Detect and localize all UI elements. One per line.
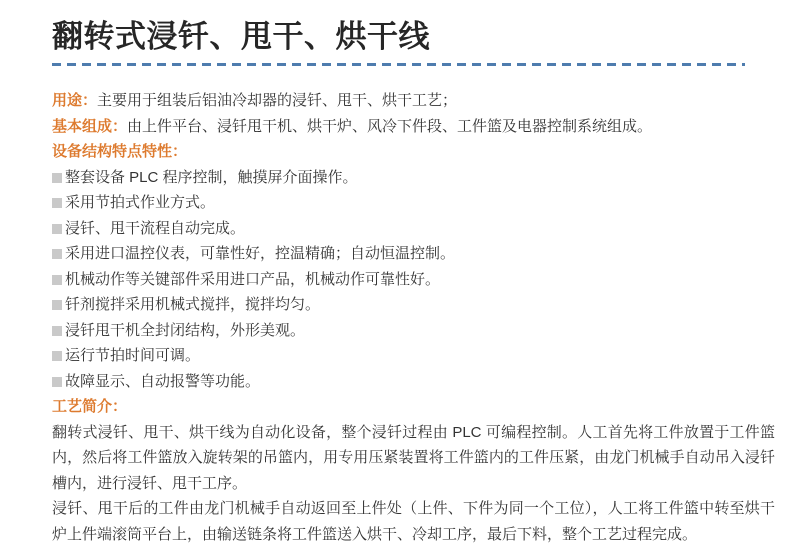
feature-text: 故障显示、自动报警等功能。 <box>65 372 261 390</box>
composition-text: 由上件平台、浸钎甩干机、烘干炉、风冷下件段、工件篮及电器控制系统组成。 <box>127 117 653 135</box>
feature-item <box>52 165 775 191</box>
usage-label: 用途： <box>52 92 98 109</box>
content <box>52 88 775 547</box>
feature-text: 运行节拍时间可调。 <box>65 347 201 364</box>
feature-item <box>52 343 775 369</box>
usage-row <box>52 88 775 114</box>
feature-text: 浸钎、甩干流程自动完成。 <box>65 219 246 237</box>
usage-text: 主要用于组装后铝油冷却器的浸钎、甩干、烘干工艺； <box>97 92 458 109</box>
feature-text: 钎剂搅拌采用机械式搅拌，搅拌均匀。 <box>65 296 321 313</box>
process-paragraph: 翻转式浸钎、甩干、烘干线为自动化设备，整个浸钎过程由 PLC 可编程控制。人工首先将工件放置于工件篮内，然后将工件篮放入旋转架的吊篮内，用专用压紧装置将工件篮内的工件压紧，由龙门机械手自动吊入浸钎槽内，进行浸钎、甩干工序。 <box>52 423 775 492</box>
feature-item <box>52 292 775 318</box>
feature-text: 采用节拍式作业方式。 <box>65 194 216 211</box>
bullet-square-icon <box>52 249 62 259</box>
feature-item <box>52 190 775 216</box>
dashed-divider <box>52 63 745 66</box>
process-paragraph: 浸钎、甩干后的工件由龙门机械手自动返回至上件处（上件、下件为同一个工位），人工将工件篮中转至烘干炉上件端滚筒平台上，由输送链条将工件篮送入烘干、冷却工序，最后下料，整个工艺过程完成。 <box>52 500 775 543</box>
page-title: 翻转式浸钎、甩干、烘干线 <box>52 19 430 54</box>
feature-item <box>52 267 775 293</box>
composition-label: 基本组成： <box>52 117 128 135</box>
feature-text: 采用进口温控仪表，可靠性好，控温精确；自动恒温控制。 <box>65 245 456 262</box>
feature-text: 机械动作等关键部件采用进口产品，机械动作可靠性好。 <box>65 270 441 288</box>
bullet-square-icon <box>52 351 62 361</box>
feature-item <box>52 241 775 267</box>
bullet-square-icon <box>52 275 62 285</box>
process-paragraphs <box>52 420 775 547</box>
feature-text: 浸钎甩干机全封闭结构，外形美观。 <box>65 321 306 339</box>
bullet-square-icon <box>52 224 62 234</box>
features-label: 设备结构特点特性： <box>52 143 188 160</box>
bullet-square-icon <box>52 300 62 310</box>
bullet-square-icon <box>52 173 62 183</box>
process-heading <box>52 394 775 420</box>
composition-row <box>52 114 775 140</box>
feature-item <box>52 369 775 395</box>
feature-item <box>52 318 775 344</box>
feature-item <box>52 216 775 242</box>
bullet-square-icon <box>52 377 62 387</box>
feature-text: 整套设备 PLC 程序控制，触摸屏介面操作。 <box>65 168 358 186</box>
features-list <box>52 165 775 395</box>
bullet-square-icon <box>52 198 62 208</box>
bullet-square-icon <box>52 326 62 336</box>
process-label: 工艺简介： <box>52 398 128 415</box>
features-heading <box>52 139 775 165</box>
